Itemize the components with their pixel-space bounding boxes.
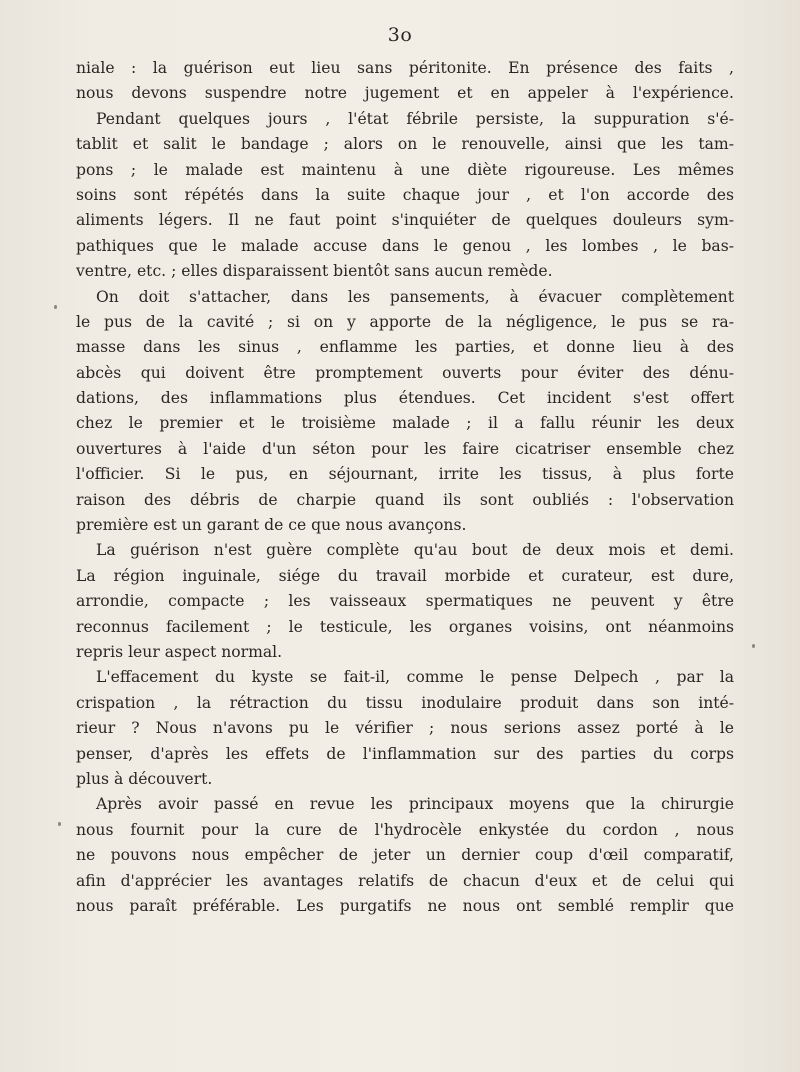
text-line: nous paraît préférable. Les purgatifs ne nous ont semblé remplir que bbox=[76, 896, 734, 915]
text-line: Après avoir passé en revue les principaux moyens que la chirurgie bbox=[96, 795, 734, 814]
text-line: masse dans les sinus , enflamme les parties, et donne lieu à des bbox=[76, 338, 734, 357]
text-line: ventre, etc. ; elles disparaissent bientôt sans aucun remède. bbox=[76, 262, 553, 281]
text-line: plus à découvert. bbox=[76, 769, 213, 788]
text-line: raison des débris de charpie quand ils sont oubliés : l'observation bbox=[76, 490, 734, 509]
text-line: On doit s'attacher, dans les pansements, à évacuer complètement bbox=[96, 287, 734, 306]
text-line: soins sont répétés dans la suite chaque jour , et l'on accorde des bbox=[76, 185, 734, 204]
paper-speck bbox=[752, 644, 755, 648]
text-line: niale : la guérison eut lieu sans péritonite. En présence des faits , bbox=[76, 59, 734, 77]
text-line: La guérison n'est guère complète qu'au bout de deux mois et demi. bbox=[96, 541, 734, 560]
text-line: nous devons suspendre notre jugement et en appeler à l'expérience. bbox=[76, 84, 734, 103]
page-number: 3o bbox=[387, 24, 413, 46]
text-line: rieur ? Nous n'avons pu le vérifier ; nous serions assez porté à le bbox=[76, 719, 734, 738]
text-line: afin d'apprécier les avantages relatifs de chacun d'eux et de celui qui bbox=[76, 871, 734, 890]
text-line: crispation , la rétraction du tissu inodulaire produit dans son inté- bbox=[76, 693, 734, 712]
text-line: nous fournit pour la cure de l'hydrocèle enkystée du cordon , nous bbox=[76, 820, 734, 839]
text-line: pathiques que le malade accuse dans le genou , les lombes , le bas- bbox=[76, 236, 734, 255]
text-line: tablit et salit le bandage ; alors on le renouvelle, ainsi que les tam- bbox=[76, 135, 734, 154]
paper-speck bbox=[58, 822, 61, 826]
text-line: pons ; le malade est maintenu à une diète rigoureuse. Les mêmes bbox=[76, 160, 734, 179]
text-line: dations, des inflammations plus étendues. Cet incident s'est offert bbox=[76, 389, 734, 408]
text-line: abcès qui doivent être promptement ouverts pour éviter des dénu- bbox=[76, 363, 734, 382]
text-line: repris leur aspect normal. bbox=[76, 642, 283, 661]
text-line: l'officier. Si le pus, en séjournant, irrite les tissus, à plus forte bbox=[76, 465, 734, 484]
text-line: chez le premier et le troisième malade ; il a fallu réunir les deux bbox=[76, 414, 734, 433]
text-line: ouvertures à l'aide d'un séton pour les faire cicatriser ensemble chez bbox=[76, 439, 734, 458]
paper-speck bbox=[54, 305, 57, 309]
text-line: penser, d'après les effets de l'inflammation sur des parties du corps bbox=[76, 744, 734, 763]
text-line: ne pouvons nous empêcher de jeter un dernier coup d'œil comparatif, bbox=[76, 846, 734, 865]
text-line: L'effacement du kyste se fait-il, comme le pense Delpech , par la bbox=[96, 668, 734, 687]
text-line: première est un garant de ce que nous avançons. bbox=[76, 516, 467, 535]
text-line: Pendant quelques jours , l'état fébrile persiste, la suppuration s'é- bbox=[96, 109, 734, 128]
text-line: le pus de la cavité ; si on y apporte de la négligence, le pus se ra- bbox=[76, 312, 734, 331]
text-line: aliments légers. Il ne faut point s'inquiéter de quelques douleurs sym- bbox=[76, 211, 734, 230]
text-line: reconnus facilement ; le testicule, les organes voisins, ont néanmoins bbox=[76, 617, 734, 636]
text-line: arrondie, compacte ; les vaisseaux spermatiques ne peuvent y être bbox=[76, 592, 734, 611]
text-line: La région inguinale, siége du travail morbide et curateur, est dure, bbox=[76, 566, 734, 585]
body-text bbox=[76, 56, 734, 919]
